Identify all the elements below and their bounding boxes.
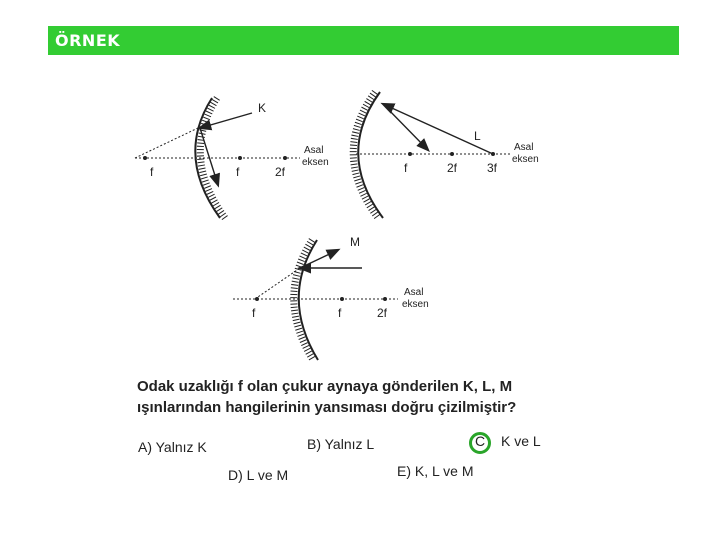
axis-k-left <box>135 128 198 158</box>
axis-label-l-1: Asal <box>514 142 534 153</box>
option-d: D) L ve M <box>228 467 289 483</box>
tick-k-3: 2f <box>275 165 286 179</box>
tick-l-2: 2f <box>447 161 458 175</box>
tick-l-3: 3f <box>487 161 498 175</box>
option-a: A) Yalnız K <box>138 439 207 455</box>
axis-label-k-2: eksen <box>302 157 329 168</box>
figure-m <box>233 235 429 360</box>
axis-label-l-2: eksen <box>512 154 539 165</box>
tick-m-3: 2f <box>377 306 388 320</box>
ray-k-reflected <box>200 128 218 185</box>
figure-l <box>353 92 538 218</box>
figure-k <box>135 98 329 218</box>
axis-label-m-1: Asal <box>404 287 424 298</box>
banner-title: ÖRNEK <box>55 31 121 50</box>
tick-l-1: f <box>404 161 408 175</box>
label-k: K <box>258 101 267 115</box>
option-c-text: K ve L <box>501 433 541 449</box>
axis-label-k-1: Asal <box>304 145 324 156</box>
mirror-l-hatch <box>353 92 378 218</box>
axis-label-m-2: eksen <box>402 299 429 310</box>
option-c-letter: C <box>475 433 486 449</box>
tick-m-1: f <box>252 306 256 320</box>
tick-k-1: f <box>150 165 154 179</box>
option-e: E) K, L ve M <box>397 463 474 479</box>
label-l: L <box>474 129 481 143</box>
label-m: M <box>350 235 360 249</box>
ray-l-reflected <box>383 104 428 150</box>
mirror-m-hatch <box>294 240 313 360</box>
tick-m-2: f <box>338 306 342 320</box>
option-b: B) Yalnız L <box>307 436 375 452</box>
question-text: Odak uzaklığı f olan çukur aynaya gönderilen K, L, M ışınlarından hangilerinin yansıması doğru çizilmiştir? <box>137 378 517 416</box>
tick-k-2: f <box>236 165 240 179</box>
